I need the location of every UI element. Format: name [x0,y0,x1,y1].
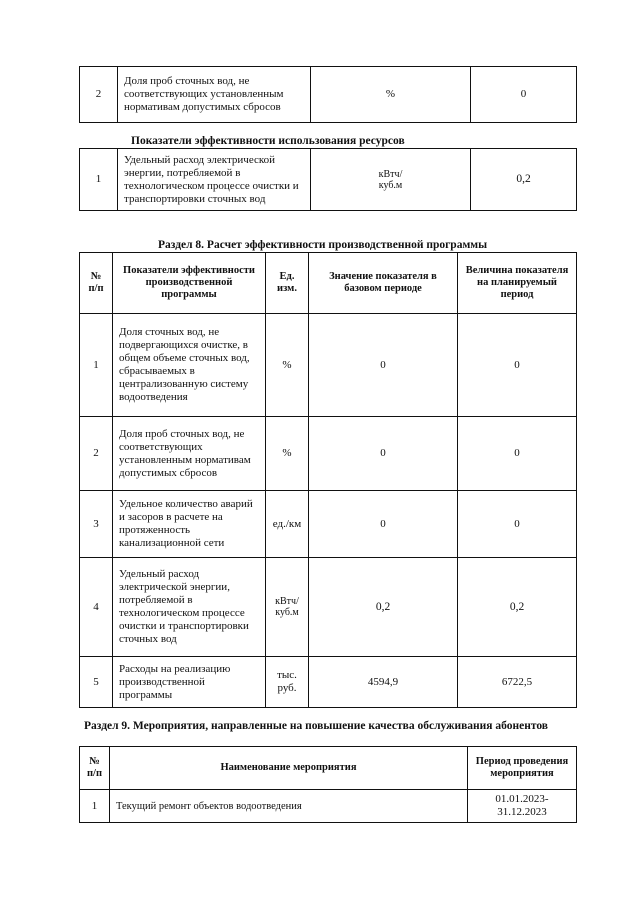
section9-title: Раздел 9. Мероприятия, направленные на повышение качества обслуживания абонентов [84,720,549,732]
row-number: 4 [80,558,113,657]
row-number: 1 [80,314,113,417]
indicator-name: Доля проб сточных вод, не соответствующих установленным нормативам допустимых сбросов [118,67,311,123]
base-value: 4594,9 [309,657,458,708]
base-value: 0 [309,314,458,417]
unit-cell: % [266,417,309,491]
period-cell [468,790,577,823]
unit-line: куб.м [378,179,403,191]
table-row [80,149,577,211]
row-number: 2 [80,67,118,123]
table-row [80,314,577,417]
section8-title: Раздел 8. Расчет эффективности производственной программы [158,239,488,251]
table-header-row [80,747,577,790]
value-cell: 0,2 [471,149,577,211]
table-row [80,657,577,708]
section8-table [79,252,577,708]
planned-value: 0 [458,314,577,417]
unit-cell: тыс. руб. [266,657,309,708]
header-unit: Ед. изм. [266,253,309,314]
header-period: Период проведения мероприятия [468,747,577,790]
unit-line: кВтч/ [378,168,403,180]
header-base: Значение показателя в базовом периоде [309,253,458,314]
table-row [80,67,577,123]
row-number: 2 [80,417,113,491]
top-table [79,66,577,123]
indicator-name: Доля сточных вод, не подвергающихся очистке, в общем объеме сточных вод, сбрасываемых в централизованную систему водоотведения [113,314,266,417]
table-row [80,558,577,657]
indicator-name: Расходы на реализацию производственной программы [113,657,266,708]
resources-title: Показатели эффективности использования ресурсов [131,135,405,147]
header-num: № п/п [80,253,113,314]
planned-value: 0 [458,417,577,491]
row-number: 1 [80,149,118,211]
base-value: 0 [309,417,458,491]
indicator-name: Удельный расход электрической энергии, потребляемой в технологическом процессе очистки и транспортировки сточных вод [118,149,311,211]
table-row [80,417,577,491]
section9-table [79,746,577,823]
unit-cell: % [266,314,309,417]
unit-cell [311,149,471,211]
measure-name: Текущий ремонт объектов водоотведения [110,790,468,823]
unit-cell: ед./км [266,491,309,558]
unit-cell: % [311,67,471,123]
period-end: 31.12.2023 [497,806,547,818]
unit-cell: кВтч/ куб.м [266,558,309,657]
table-row [80,491,577,558]
base-value: 0 [309,491,458,558]
indicator-name: Удельный расход электрической энергии, потребляемой в технологическом процессе очистки и транспортировки сточных вод [113,558,266,657]
row-number: 5 [80,657,113,708]
header-planned: Величина показателя на планируемый период [458,253,577,314]
row-number: 3 [80,491,113,558]
planned-value: 6722,5 [458,657,577,708]
base-value: 0,2 [309,558,458,657]
table-row [80,790,577,823]
planned-value: 0 [458,491,577,558]
value-cell: 0 [471,67,577,123]
row-number: 1 [80,790,110,823]
indicator-name: Удельное количество аварий и засоров в расчете на протяженность канализационной сети [113,491,266,558]
header-name: Наименование мероприятия [110,747,468,790]
period-start: 01.01.2023- [495,793,549,805]
planned-value: 0,2 [458,558,577,657]
table-header-row [80,253,577,314]
header-indicator: Показатели эффективности производственной программы [113,253,266,314]
header-num: № п/п [80,747,110,790]
resources-table [79,148,577,211]
indicator-name: Доля проб сточных вод, не соответствующих установленным нормативам допустимых сбросов [113,417,266,491]
